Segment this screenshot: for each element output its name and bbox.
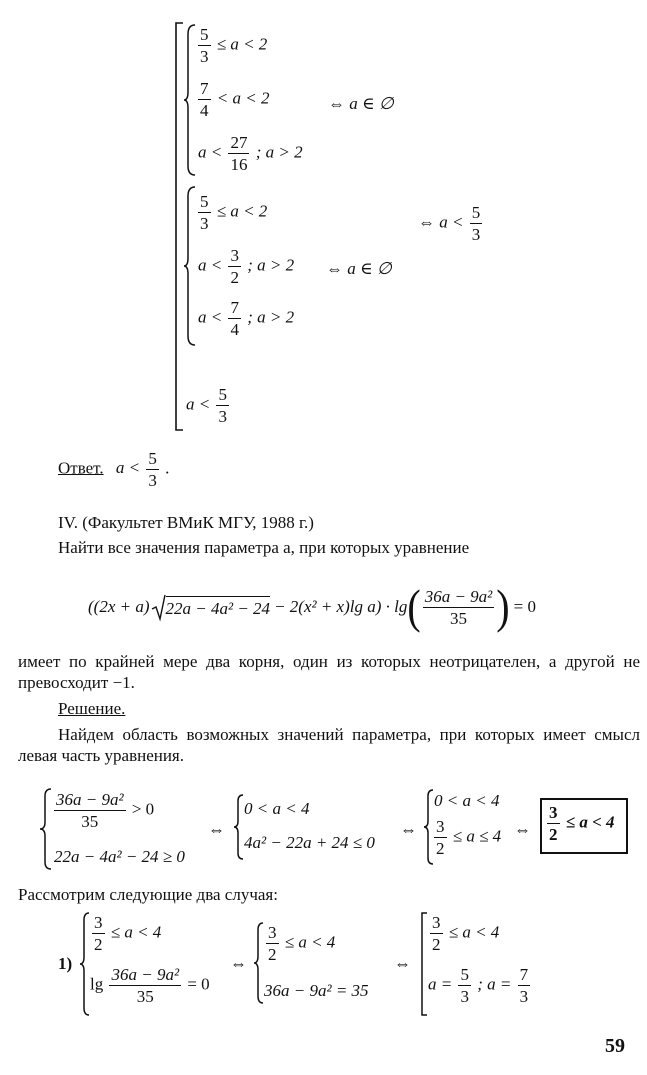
sqrt-sign (152, 593, 166, 621)
s1-equiv: ⇔ a ∈ ∅ (328, 94, 394, 113)
solution-text: Найдем область возможных значений параметра, при которых имеет смысл левая часть уравнения. (18, 725, 640, 765)
system2-brace (184, 186, 196, 346)
s2-row3: a < $\frac{7}{4}$ ; a > 2 (198, 298, 295, 339)
domain-row-e: 0 < a < 4 (434, 791, 500, 810)
domain-row-d: 4a² − 22a + 24 ≤ 0 (244, 833, 375, 852)
domain-row-a: $\frac{\text{36a − 9a²}}{35}$ > 0 (56, 790, 155, 831)
case-brace-2 (254, 922, 264, 1004)
domain-row-f: $\frac{3}{2}$ ≤ a ≤ 4 (436, 817, 502, 858)
domain-equiv-3: ⇔ (514, 820, 531, 839)
case-row-1: $\frac{3}{2}$ ≤ a < 4 (94, 913, 162, 954)
domain-row-b: 22a − 4a² − 24 ≥ 0 (54, 847, 185, 866)
case-brace-1 (80, 912, 90, 1016)
domain-brace-2 (234, 794, 244, 860)
cases-intro: Рассмотрим следующие два случая: (18, 885, 278, 904)
page-number: 59 (605, 1035, 625, 1057)
problem-condition: имеет по крайней мере два корня, один из которых неотрицателен, а другой не превосходит −1. (18, 652, 640, 692)
case-row-5: $\frac{3}{2}$ ≤ a < 4 (432, 913, 500, 954)
outer-bracket (174, 22, 184, 432)
s3-row: a < $\frac{5}{3}$ (186, 385, 227, 426)
domain-row-c: 0 < a < 4 (244, 799, 310, 818)
problem-header: IV. (Факультет ВМиК МГУ, 1988 г.) (58, 513, 314, 532)
s2-equiv: ⇔ a ∈ ∅ (326, 259, 392, 278)
s1-row3: a < $\frac{27}{16}$ ; a > 2 (198, 133, 303, 174)
s1-row1: $\frac{5}{3}$ ≤ a < 2 (200, 25, 268, 66)
s2-row2: a < $\frac{3}{2}$ ; a > 2 (198, 246, 295, 287)
case-row-2: lg $\frac{\text{36a − 9a²}}{35}$ = 0 (90, 965, 210, 1006)
case-equiv-1: ⇔ (230, 954, 247, 973)
s1-row2: $\frac{7}{4}$ < a < 2 (200, 79, 270, 120)
case-row-6: a = $\frac{5}{3}$ ; a = $\frac{7}{3}$ (428, 965, 529, 1006)
domain-brace-1 (40, 788, 52, 870)
case-bracket-3 (420, 912, 428, 1016)
s2-equiv-right: ⇔ a < $\frac{5}{3}$ (418, 203, 481, 244)
s2-row1: $\frac{5}{3}$ ≤ a < 2 (200, 192, 268, 233)
domain-equiv-2: ⇔ (400, 820, 417, 839)
case-equiv-2: ⇔ (394, 954, 411, 973)
domain-equiv-1: ⇔ (208, 820, 225, 839)
main-equation: ((2x + a) 22a − 4a² − 24 − 2(x² + x)lg a) · lg ( $\frac{\text{36a − 9a²}}{35}$ ) = 0 (88, 579, 536, 634)
answer-line: Ответ. a < $\frac{5}{3}$ . (58, 449, 170, 490)
system1-brace (184, 24, 196, 176)
case-row-3: $\frac{3}{2}$ ≤ a < 4 (268, 923, 336, 964)
domain-result: $\frac{3}{2}$ ≤ a < 4 (549, 803, 615, 844)
case-label: 1) (58, 954, 73, 973)
problem-statement: Найти все значения параметра a, при которых уравнение (58, 538, 470, 557)
solution-label: Решение. (58, 699, 126, 718)
case-row-4: 36a − 9a² = 35 (264, 981, 369, 1000)
